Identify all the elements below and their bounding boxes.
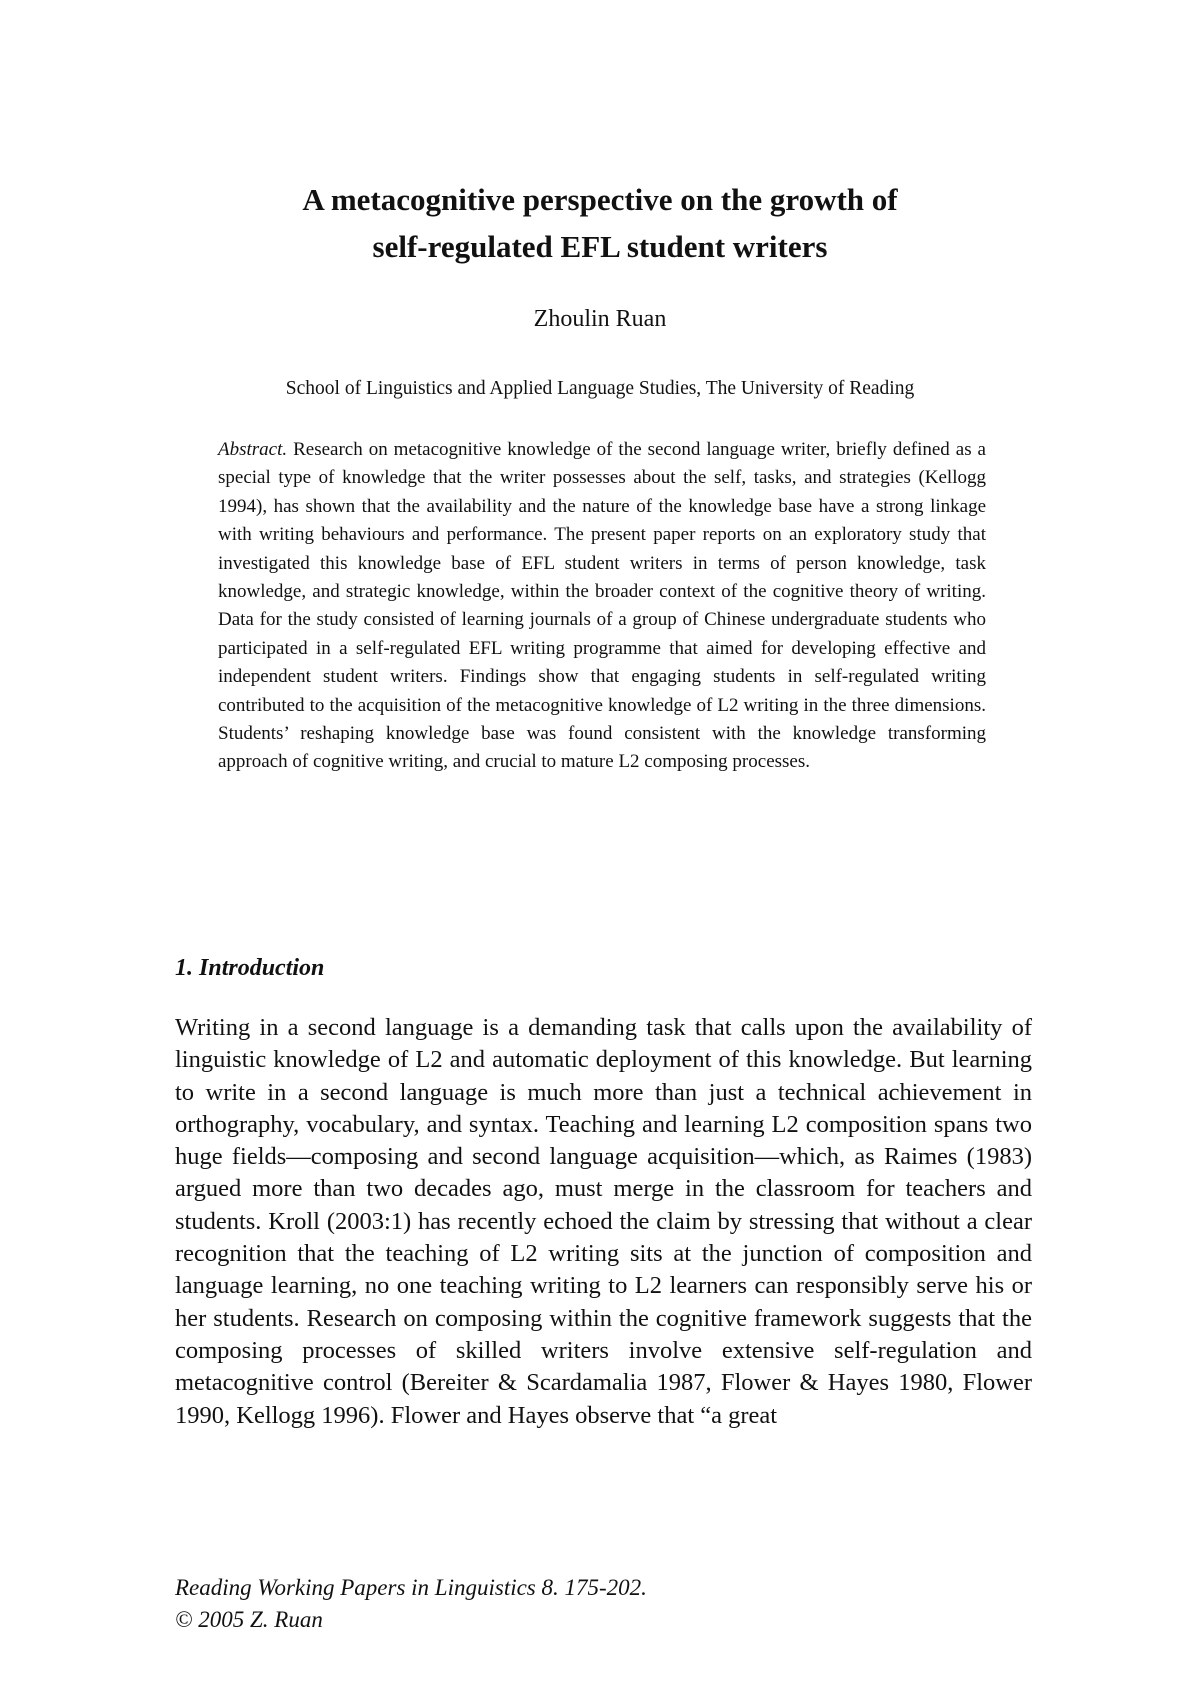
introduction-paragraph: Writing in a second language is a demanding task that calls upon the availability of linguistic knowledge of L2 and automatic deployment of this knowledge. But learning to write in a second language is much more than just a technical achievement in orthography, vocabulary, and syntax. Teaching and learning L2 composition spans two huge fields—composing and second language acquisition—which, as Raimes (1983) argued more than two decades ago, must merge in the classroom for teachers and students. Kroll (2003:1) has recently echoed the claim by stressing that without a clear recognition that the teaching of L2 writing sits at the junction of composition and language learning, no one teaching writing to L2 learners can responsibly serve his or her students. Research on composing within the cognitive framework suggests that the composing processes of skilled writers involve extensive self-regulation and metacognitive control (Bereiter & Scardamalia 1987, Flower & Hayes 1980, Flower 1990, Kellogg 1996). Flower and Hayes observe that “a great <box>175 1014 1032 1429</box>
section-heading-introduction: 1. Introduction <box>175 955 325 981</box>
abstract-label: Abstract. <box>218 439 288 460</box>
author-affiliation: School of Linguistics and Applied Language Studies, The University of Reading <box>285 378 915 399</box>
paper-title-line-2: self-regulated EFL student writers <box>372 229 828 264</box>
footer-citation: Reading Working Papers in Linguistics 8. 175-202. <box>175 1575 647 1600</box>
footer-copyright: © 2005 Z. Ruan <box>175 1607 323 1632</box>
abstract-text: Research on metacognitive knowledge of the second language writer, briefly defined as a special type of knowledge that the writer possesses about the self, tasks, and strategies (Kellogg 1994), has shown that the availability and the nature of the knowledge base have a strong linkage with writing behaviours and performance. The present paper reports on an exploratory study that investigated this knowledge base of EFL student writers in terms of person knowledge, task knowledge, and strategic knowledge, within the broader context of the cognitive theory of writing. Data for the study consisted of learning journals of a group of Chinese undergraduate students who participated in a self-regulated EFL writing programme that aimed for developing effective and independent student writers. Findings show that engaging students in self-regulated writing contributed to the acquisition of the metacognitive knowledge of L2 writing in the three dimensions. Students’ reshaping knowledge base was found consistent with the knowledge transforming approach of cognitive writing, and crucial to mature L2 composing processes. <box>218 439 986 773</box>
paper-title <box>0 176 1200 270</box>
paper-title-line-1: A metacognitive perspective on the growth of <box>302 182 898 217</box>
page-footer <box>175 1572 647 1636</box>
author-name: Zhoulin Ruan <box>533 306 667 332</box>
abstract <box>218 436 986 777</box>
